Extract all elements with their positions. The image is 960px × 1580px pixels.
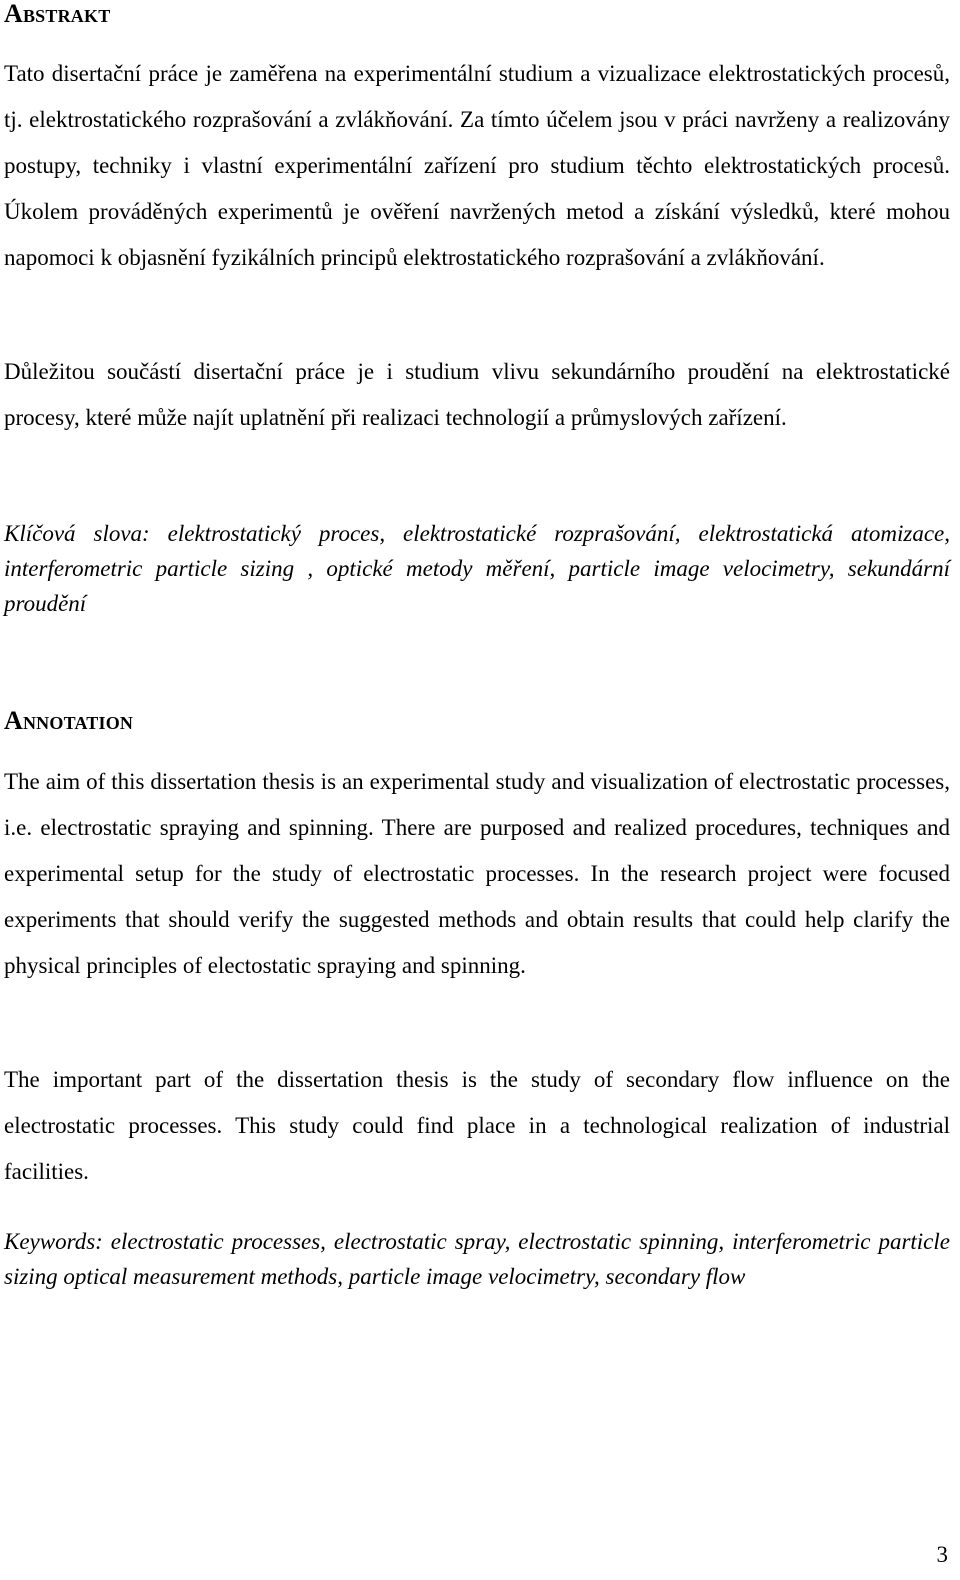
page-number: 3 [936, 1542, 948, 1567]
annotation-paragraph-1: The aim of this dissertation thesis is an experimental study and visualization of electrostatic processes, i.e. electrostatic spraying and spinning. There are purposed and realized procedures, techniques and experimental setup for the study of electrostatic processes. In the research project were focused experiments that should verify the suggested methods and obtain results that could help clarify the physical principles of electostatic spraying and spinning. [4, 769, 950, 978]
annotation-paragraph-2: The important part of the dissertation thesis is the study of secondary flow influence on the electrostatic processes. This study could find place in a technological realization of industrial facilities. [4, 1067, 950, 1184]
annotation-heading: Annotation [4, 706, 134, 735]
abstrakt-paragraph-2: Důležitou součástí disertační práce je i studium vlivu sekundárního proudění na elektrostatické procesy, které může najít uplatnění při realizaci technologií a průmyslových zařízení. [4, 359, 950, 430]
abstrakt-heading: Abstrakt [4, 0, 111, 28]
abstrakt-keywords: Klíčová slova: elektrostatický proces, elektrostatické rozprašování, elektrostatická atomizace, interferometric particle sizing , optické metody měření, particle image velocimetry, sekundární proudění [4, 521, 950, 616]
abstrakt-paragraph-1: Tato disertační práce je zaměřena na experimentální studium a vizualizace elektrostatických procesů, tj. elektrostatického rozprašování a zvlákňování. Za tímto účelem jsou v práci navrženy a realizovány postupy, techniky i vlastní experimentální zařízení pro studium těchto elektrostatických procesů. Úkolem prováděných experimentů je ověření navržených metod a získání výsledků, které mohou napomoci k objasnění fyzikálních principů elektrostatického rozprašování a zvlákňování. [4, 61, 950, 270]
annotation-keywords: Keywords: electrostatic processes, electrostatic spray, electrostatic spinning, interferometric particle sizing optical measurement methods, particle image velocimetry, secondary flow [4, 1229, 950, 1289]
